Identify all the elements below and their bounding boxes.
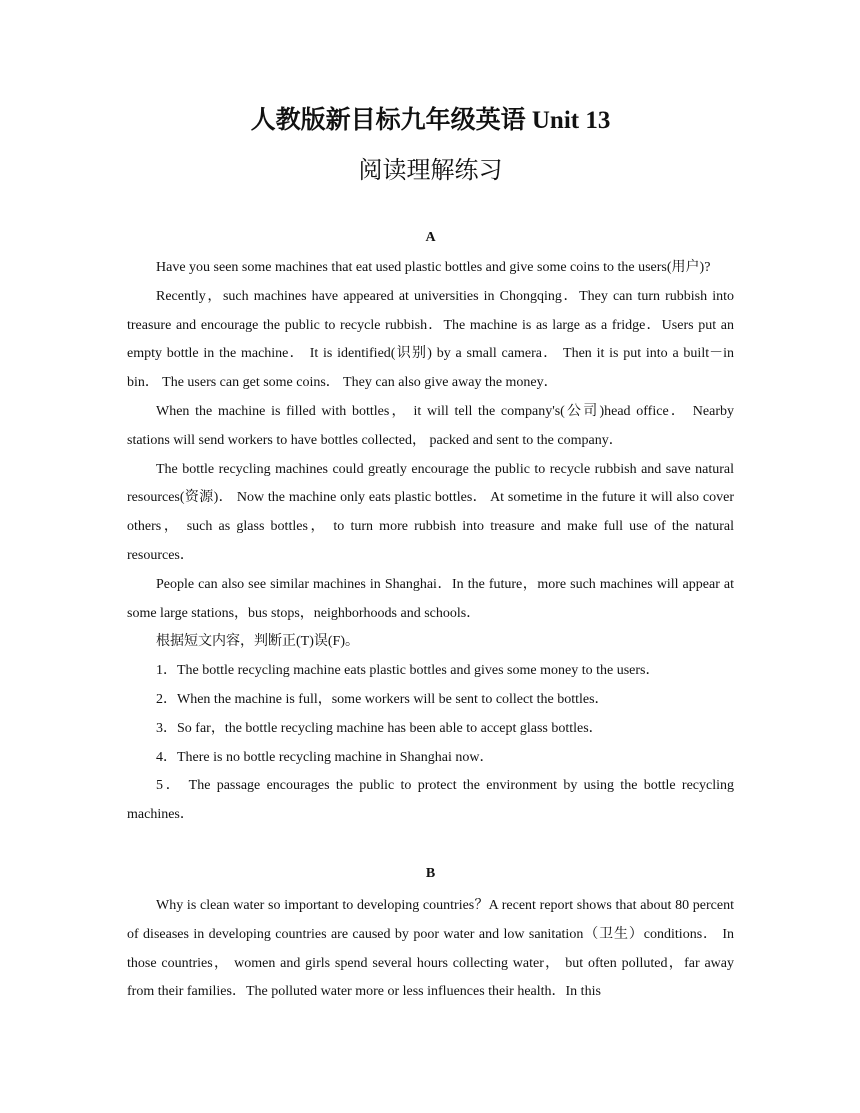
section-a-heading: A bbox=[425, 230, 436, 245]
document-subtitle: 阅读理解练习 bbox=[358, 158, 503, 184]
section-a-paragraph: The bottle recycling machines could greatly encourage the public to recycle rubbish and save natural resources(资源)． Now the machine only eats plastic bottles． At sometime in the future it will also cover others， such as glass bottles， to turn more rubbish into treasure and make full use of the natural resources． bbox=[127, 461, 734, 563]
section-a-paragraph: Have you seen some machines that eat used plastic bottles and give some coins to the users(用户)? bbox=[156, 260, 711, 275]
document-page bbox=[127, 96, 734, 1007]
section-b-heading: B bbox=[425, 865, 436, 881]
question-item: 3．So far，the bottle recycling machine has been able to accept glass bottles． bbox=[156, 720, 603, 736]
question-item: 1．The bottle recycling machine eats plastic bottles and gives some money to the users． bbox=[156, 663, 660, 679]
section-b-paragraph: Why is clean water so important to developing countries？A recent report shows that about 80 percent of diseases in developing countries are caused by poor water and low sanitation（卫生）conditions． In those countries， women and girls spend several hours collecting water， but often polluted，far away from their families．The polluted water more or less influences their health．In this bbox=[127, 897, 734, 1000]
question-item: 5． The passage encourages the public to protect the environment by using the bottle recycling machines． bbox=[127, 778, 734, 823]
question-item: 4．There is no bottle recycling machine in Shanghai now． bbox=[156, 749, 494, 765]
true-false-instruction: 根据短文内容，判断正(T)误(F)。 bbox=[156, 634, 359, 650]
section-a-paragraph: Recently，such machines have appeared at universities in Chongqing．They can turn rubbish into treasure and encourage the public to recycle rubbish．The machine is as large as a fridge．Users put an empty bottle in the machine． It is identified(识别) by a small camera． Then it is put into a built－in bin． The users can get some coins． They can also give away the money． bbox=[127, 288, 734, 391]
section-a-paragraph: When the machine is filled with bottles， it will tell the company's(公司)head office． Nearby stations will send workers to have bottles collected， packed and sent to the company． bbox=[127, 403, 734, 448]
section-a-paragraph: People can also see similar machines in Shanghai．In the future，more such machines will appear at some large stations，bus stops，neighborhoods and schools． bbox=[127, 576, 734, 621]
document-title: 人教版新目标九年级英语 Unit 13 bbox=[250, 107, 611, 134]
question-item: 2．When the machine is full，some workers will be sent to collect the bottles． bbox=[156, 691, 609, 707]
